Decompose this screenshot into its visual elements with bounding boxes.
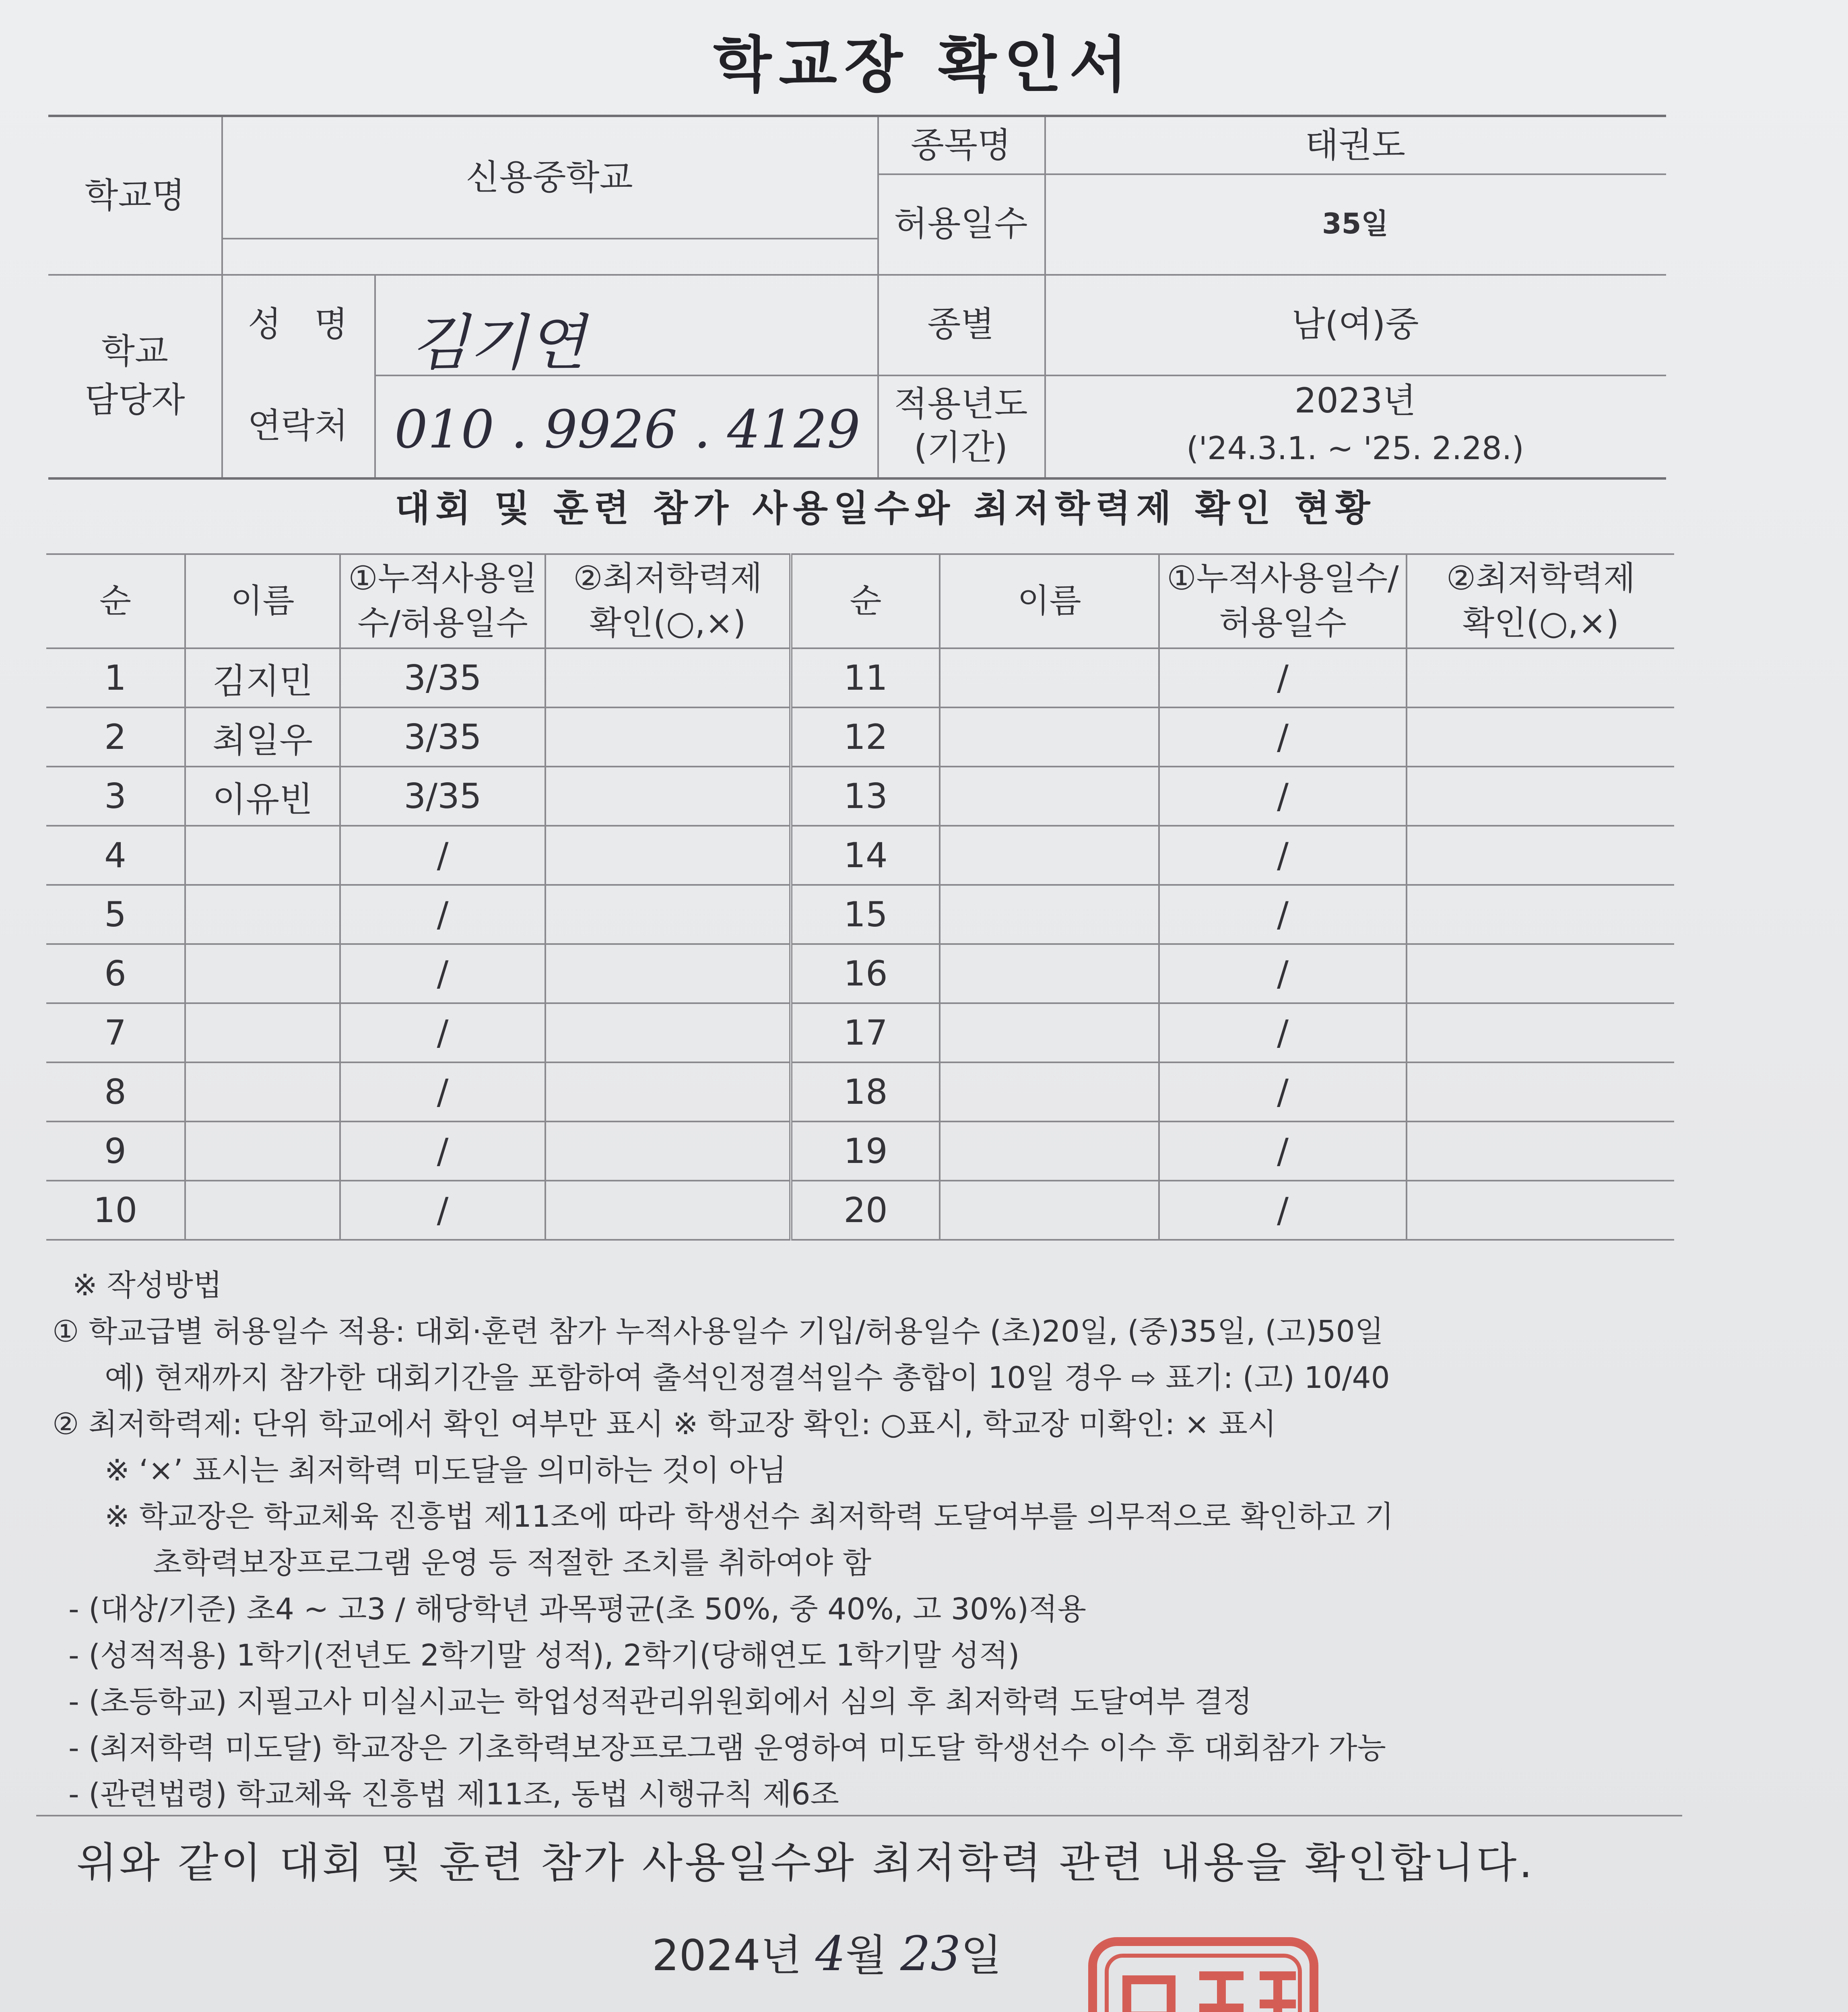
divider [36,1815,1682,1816]
student-name [185,1003,340,1062]
col-header-days: ①누적사용일 수/허용일수 [340,554,545,648]
allowed-days-label: 허용일수 [894,203,1028,244]
contact-name-handwritten: 김기연 [410,308,586,378]
min-academic-check [545,885,791,944]
student-name [940,944,1159,1003]
category-value: 남(여)중 [1291,304,1419,344]
min-academic-check [545,944,791,1003]
status-title: 대회 및 훈련 참가 사용일수와 최저학력제 확인 현황 [395,487,1376,530]
phone-label: 연락처 [248,406,348,446]
table-row [46,1181,1674,1240]
min-academic-check [545,1003,791,1062]
min-academic-check [1407,944,1674,1003]
accumulated-days: / [1159,944,1407,1003]
row-number: 19 [791,1121,940,1181]
student-name [185,885,340,944]
table-row [46,707,1674,767]
table-row [46,885,1674,944]
accumulated-days: / [1159,1003,1407,1062]
col-header-check: ②최저학력제 확인(○,×) [545,554,791,648]
accumulated-days: / [340,944,545,1003]
min-academic-check [545,1062,791,1121]
min-academic-check [1407,1062,1674,1121]
col-header-days2: ①누적사용일수/ 허용일수 [1159,554,1407,648]
instruction-line: ② 최저학력제: 단위 학교에서 확인 여부만 표시 ※ 학교장 확인: ○표시, 학교장 미확인: × 표시 [52,1407,1277,1441]
year-label: 적용년도 (기간) [894,384,1028,468]
row-number: 13 [791,767,940,826]
min-academic-check [545,826,791,885]
row-number: 20 [791,1181,940,1240]
student-name [940,1003,1159,1062]
instruction-line: - (최저학력 미도달) 학교장은 기초학력보장프로그램 운영하여 미도달 학생선수 이수 후 대회참가 가능 [68,1731,1386,1765]
confirmation-statement: 위와 같이 대회 및 훈련 참가 사용일수와 최저학력 관련 내용을 확인합니다. [76,1838,1535,1887]
accumulated-days: 3/35 [340,707,545,767]
year-value: 2023년 [1294,380,1416,421]
date-day-handwritten: 23 [900,1926,961,1981]
row-number: 18 [791,1062,940,1121]
row-number: 3 [46,767,185,826]
instruction-line: - (관련법령) 학교체육 진흥법 제11조, 동법 시행규칙 제6조 [68,1777,839,1812]
instruction-line: 예) 현재까지 참가한 대회기간을 포함하여 출석인정결석일수 총합이 10일 경우 ⇨ 표기: (고) 10/40 [105,1361,1390,1395]
instruction-line: ※ 학교장은 학교체육 진흥법 제11조에 따라 학생선수 최저학력 도달여부를 의무적으로 확인하고 기 [105,1499,1394,1534]
row-number: 8 [46,1062,185,1121]
student-name [185,1062,340,1121]
accumulated-days: / [1159,885,1407,944]
row-number: 1 [46,648,185,707]
principal-signature [732,2004,954,2012]
col-header-no2: 순 [791,554,940,648]
instruction-line: ① 학교급별 허용일수 적용: 대회·훈련 참가 누적사용일수 기입/허용일수 (초)20일, (중)35일, (고)50일 [52,1314,1384,1349]
student-name [940,1121,1159,1181]
student-name [940,885,1159,944]
accumulated-days: / [340,826,545,885]
accumulated-days: / [1159,767,1407,826]
min-academic-check [545,1181,791,1240]
min-academic-check [545,648,791,707]
instruction-line: ※ ‘×’ 표시는 최저학력 미도달을 의미하는 것이 아님 [105,1453,786,1488]
category-label: 종별 [927,304,994,344]
min-academic-check [1407,1003,1674,1062]
status-table [46,553,1674,1241]
min-academic-check [1407,648,1674,707]
signing-date [652,1921,1002,1983]
student-name [185,826,340,885]
row-number: 14 [791,826,940,885]
date-year: 2024년 [652,1931,802,1980]
student-name [940,1062,1159,1121]
row-number: 16 [791,944,940,1003]
row-number: 12 [791,707,940,767]
student-name [940,648,1159,707]
row-number: 4 [46,826,185,885]
accumulated-days: / [1159,1062,1407,1121]
accumulated-days: / [1159,1121,1407,1181]
student-name [940,707,1159,767]
school-name-label: 학교명 [85,175,185,216]
table-row [46,944,1674,1003]
col-header-name2: 이름 [940,554,1159,648]
student-name: 최일우 [185,707,340,767]
accumulated-days: / [1159,1181,1407,1240]
accumulated-days: 3/35 [340,767,545,826]
table-row [46,826,1674,885]
date-day-unit: 일 [961,1931,1002,1980]
accumulated-days: / [1159,648,1407,707]
col-header-check2: ②최저학력제 확인(○,×) [1407,554,1674,648]
row-number: 15 [791,885,940,944]
table-row [46,1121,1674,1181]
instruction-line: - (대상/기준) 초4 ~ 고3 / 해당학년 과목평균(초 50%, 중 40%, 고 30%)적용 [68,1592,1087,1627]
date-month-handwritten: 4 [815,1926,846,1981]
col-header-name: 이름 [185,554,340,648]
instruction-line: 초학력보장프로그램 운영 등 적절한 조치를 취하여야 함 [153,1546,872,1580]
row-number: 11 [791,648,940,707]
student-name: 김지민 [185,648,340,707]
row-number: 7 [46,1003,185,1062]
min-academic-check [1407,885,1674,944]
min-academic-check [545,1121,791,1181]
min-academic-check [1407,826,1674,885]
min-academic-check [1407,1181,1674,1240]
header-info-box [48,115,1666,480]
table-row [46,648,1674,707]
table-body [46,648,1674,1240]
table-row [46,767,1674,826]
accumulated-days: / [340,1181,545,1240]
period-value: ('24.3.1. ~ '25. 2.28.) [1186,431,1524,467]
allowed-days-value: 35일 [1322,207,1389,240]
min-academic-check [545,707,791,767]
row-number: 10 [46,1181,185,1240]
document-title: 학교장 확인서 [713,30,1135,100]
school-name-value: 신용중학교 [466,157,633,198]
min-academic-check [545,767,791,826]
student-name [185,1121,340,1181]
instructions-heading: ※ 작성방법 [72,1268,222,1303]
name-label: 성 명 [248,304,348,344]
official-seal-icon [1083,1932,1324,2012]
accumulated-days: 3/35 [340,648,545,707]
student-name [185,1181,340,1240]
instruction-line: - (초등학교) 지필고사 미실시교는 학업성적관리위원회에서 심의 후 최저학력 도달여부 결정 [68,1684,1252,1719]
student-name [940,826,1159,885]
accumulated-days: / [1159,826,1407,885]
row-number: 5 [46,885,185,944]
accumulated-days: / [340,1003,545,1062]
student-name [185,944,340,1003]
event-label: 종목명 [910,125,1011,165]
contact-person-label: 학교 담당자 [85,331,185,420]
min-academic-check [1407,707,1674,767]
student-name [940,767,1159,826]
student-name: 이유빈 [185,767,340,826]
instruction-line: - (성적적용) 1학기(전년도 2학기말 성적), 2학기(당해연도 1학기말 성적) [68,1638,1020,1673]
table-row [46,1003,1674,1062]
accumulated-days: / [340,885,545,944]
accumulated-days: / [340,1062,545,1121]
min-academic-check [1407,1121,1674,1181]
student-name [940,1181,1159,1240]
row-number: 9 [46,1121,185,1181]
row-number: 6 [46,944,185,1003]
date-month-unit: 월 [845,1931,887,1980]
row-number: 2 [46,707,185,767]
accumulated-days: / [340,1121,545,1181]
min-academic-check [1407,767,1674,826]
table-row [46,1062,1674,1121]
event-value: 태권도 [1305,125,1406,165]
accumulated-days: / [1159,707,1407,767]
row-number: 17 [791,1003,940,1062]
contact-phone-handwritten: 010 . 9926 . 4129 [394,399,860,460]
table-header-row [46,554,1674,648]
col-header-no: 순 [46,554,185,648]
